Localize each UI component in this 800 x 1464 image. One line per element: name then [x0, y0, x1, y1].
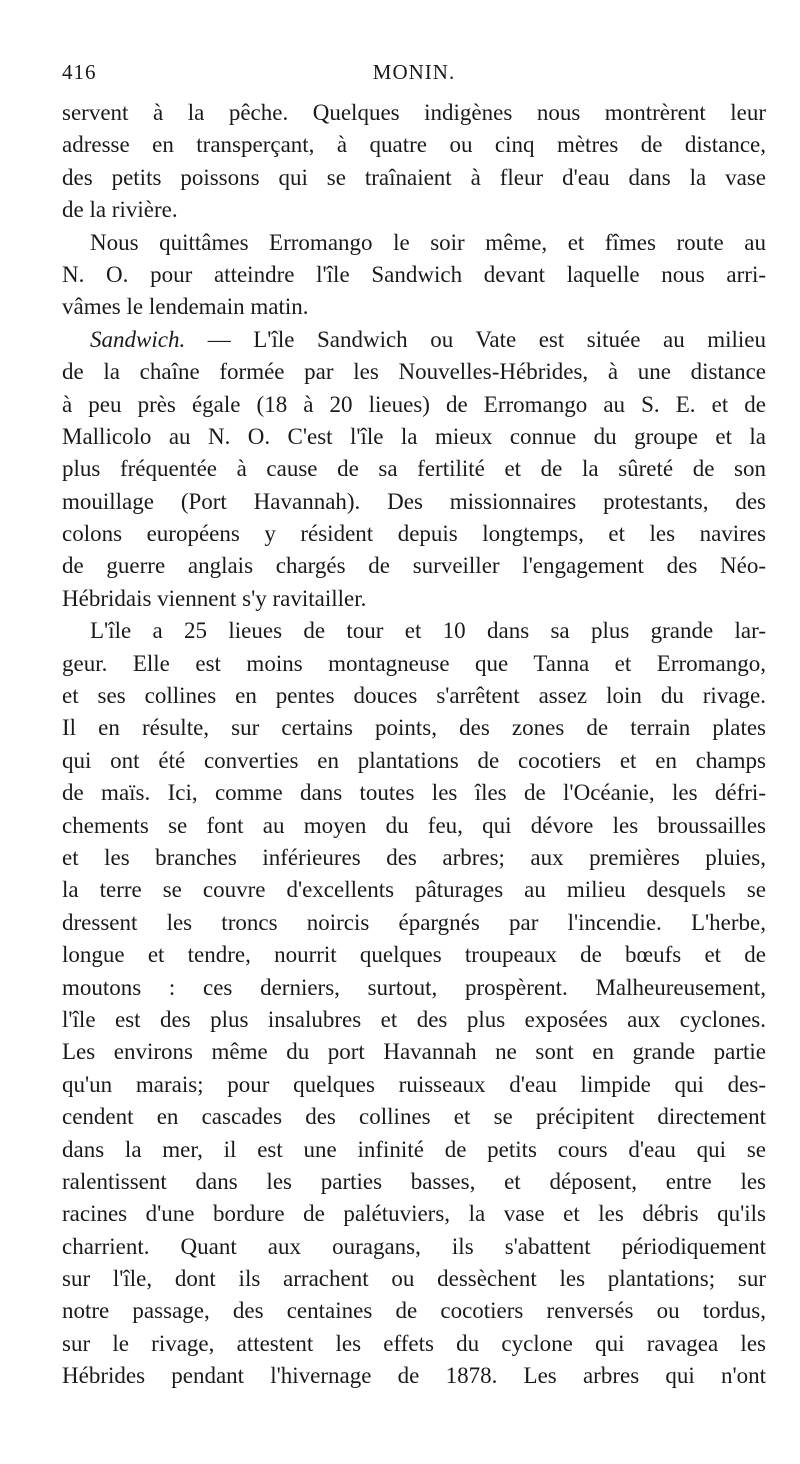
line-text: mouillage (Port Havannah). Des missionnaires protestants, des — [62, 488, 766, 514]
text-line — [62, 486, 766, 518]
line-text: la terre se couvre d'excellents pâturages au milieu desquels se — [62, 877, 766, 903]
line-text: adresse en transperçant, à quatre ou cinq mètres de distance, — [62, 132, 766, 158]
text-line — [62, 1328, 766, 1360]
text-line — [62, 907, 766, 939]
line-text: Il en résulte, sur certains points, des zones de terrain plates — [62, 715, 766, 741]
line-text: qu'un marais; pour quelques ruisseaux d'eau limpide qui des- — [62, 1071, 766, 1097]
text-line — [62, 615, 766, 647]
line-text: plus fréquentée à cause de sa fertilité et de la sûreté de son — [62, 456, 766, 482]
line-text: moutons : ces derniers, surtout, prospèrent. Malheureusement, — [62, 974, 766, 1000]
line-text: longue et tendre, nourrit quelques troupeaux de bœufs et de — [62, 942, 766, 968]
text-line — [62, 712, 766, 744]
text-line — [62, 1134, 766, 1166]
line-text: et ses collines en pentes douces s'arrêtent assez loin du rivage. — [62, 683, 766, 709]
text-line — [62, 648, 766, 680]
line-text: cendent en cascades des collines et se précipitent directement — [62, 1104, 766, 1130]
text-line — [62, 1166, 766, 1198]
text-line — [62, 324, 766, 356]
line-text: à peu près égale (18 à 20 lieues) de Erromango au S. E. et de — [62, 391, 766, 417]
text-line — [62, 259, 766, 291]
line-text: servent à la pêche. Quelques indigènes nous montrèrent leur — [62, 100, 766, 125]
text-line — [62, 227, 766, 259]
line-text: et les branches inférieures des arbres; aux premières pluies, — [62, 844, 766, 870]
line-text: dressent les troncs noircis épargnés par l'incendie. L'herbe, — [62, 909, 766, 935]
text-line — [62, 1101, 766, 1133]
text-line — [62, 421, 766, 453]
text-line — [62, 680, 766, 712]
body-text — [62, 97, 766, 1393]
line-text: l'île est des plus insalubres et des plus exposées aux cyclones. — [62, 1006, 766, 1032]
text-line — [62, 1004, 766, 1036]
line-text: charrient. Quant aux ouragans, ils s'abattent périodiquement — [62, 1233, 766, 1259]
running-head — [62, 60, 766, 90]
line-text: vâmes le lendemain matin. — [62, 294, 309, 320]
text-line — [62, 1036, 766, 1068]
text-line — [62, 1198, 766, 1230]
text-line — [62, 810, 766, 842]
running-title: MONIN. — [372, 60, 456, 84]
text-line — [62, 583, 766, 615]
text-line — [62, 162, 766, 194]
line-text: de la chaîne formée par les Nouvelles-Hébrides, à une distance — [62, 359, 766, 385]
text-line — [62, 842, 766, 874]
line-text: de guerre anglais chargés de surveiller l'engagement des Néo- — [62, 553, 766, 579]
section-heading: Sandwich. — [90, 326, 186, 352]
line-text: Hébrides pendant l'hivernage de 1878. Les arbres qui n'ont — [62, 1363, 766, 1389]
line-text: chements se font au moyen du feu, qui dévore les broussailles — [62, 812, 766, 838]
line-text: des petits poissons qui se traînaient à fleur d'eau dans la vase — [62, 164, 766, 190]
text-line — [62, 745, 766, 777]
text-line — [62, 129, 766, 161]
line-text: — L'île Sandwich ou Vate est située au milieu — [185, 326, 766, 352]
line-text: notre passage, des centaines de cocotiers renversés ou tordus, — [62, 1298, 766, 1324]
line-text: Nous quittâmes Erromango le soir même, et fîmes route au — [90, 229, 766, 255]
line-text: Mallicolo au N. O. C'est l'île la mieux connue du groupe et la — [62, 423, 766, 449]
text-line — [62, 194, 766, 226]
line-text: L'île a 25 lieues de tour et 10 dans sa plus grande lar- — [90, 618, 766, 644]
text-line — [62, 1231, 766, 1263]
line-text: ralentissent dans les parties basses, et déposent, entre les — [62, 1168, 766, 1194]
text-line — [62, 777, 766, 809]
text-line — [62, 291, 766, 323]
line-text: qui ont été converties en plantations de cocotiers et en champs — [62, 747, 766, 773]
line-text: de la rivière. — [62, 197, 178, 223]
line-text: geur. Elle est moins montagneuse que Tanna et Erromango, — [62, 650, 766, 676]
text-line — [62, 972, 766, 1004]
text-line — [62, 389, 766, 421]
page-number: 416 — [62, 60, 97, 84]
line-text: Hébridais viennent s'y ravitailler. — [62, 585, 367, 611]
text-line — [62, 874, 766, 906]
text-line — [62, 1295, 766, 1327]
line-text: sur le rivage, attestent les effets du cyclone qui ravagea les — [62, 1330, 766, 1356]
text-line — [62, 939, 766, 971]
line-text: de maïs. Ici, comme dans toutes les îles de l'Océanie, les défri- — [62, 780, 766, 806]
text-line — [62, 1360, 766, 1392]
line-text: sur l'île, dont ils arrachent ou dessèchent les plantations; sur — [62, 1266, 766, 1292]
line-text: Les environs même du port Havannah ne sont en grande partie — [62, 1039, 766, 1065]
text-line — [62, 97, 766, 129]
text-line — [62, 356, 766, 388]
line-text: N. O. pour atteindre l'île Sandwich devant laquelle nous arri- — [62, 261, 766, 287]
text-line — [62, 453, 766, 485]
line-text: colons européens y résident depuis longtemps, et les navires — [62, 521, 766, 547]
line-text: dans la mer, il est une infinité de petits cours d'eau qui se — [62, 1136, 766, 1162]
line-text: racines d'une bordure de palétuviers, la vase et les débris qu'ils — [62, 1201, 766, 1227]
text-line — [62, 1069, 766, 1101]
text-line — [62, 518, 766, 550]
text-line — [62, 1263, 766, 1295]
text-line — [62, 550, 766, 582]
